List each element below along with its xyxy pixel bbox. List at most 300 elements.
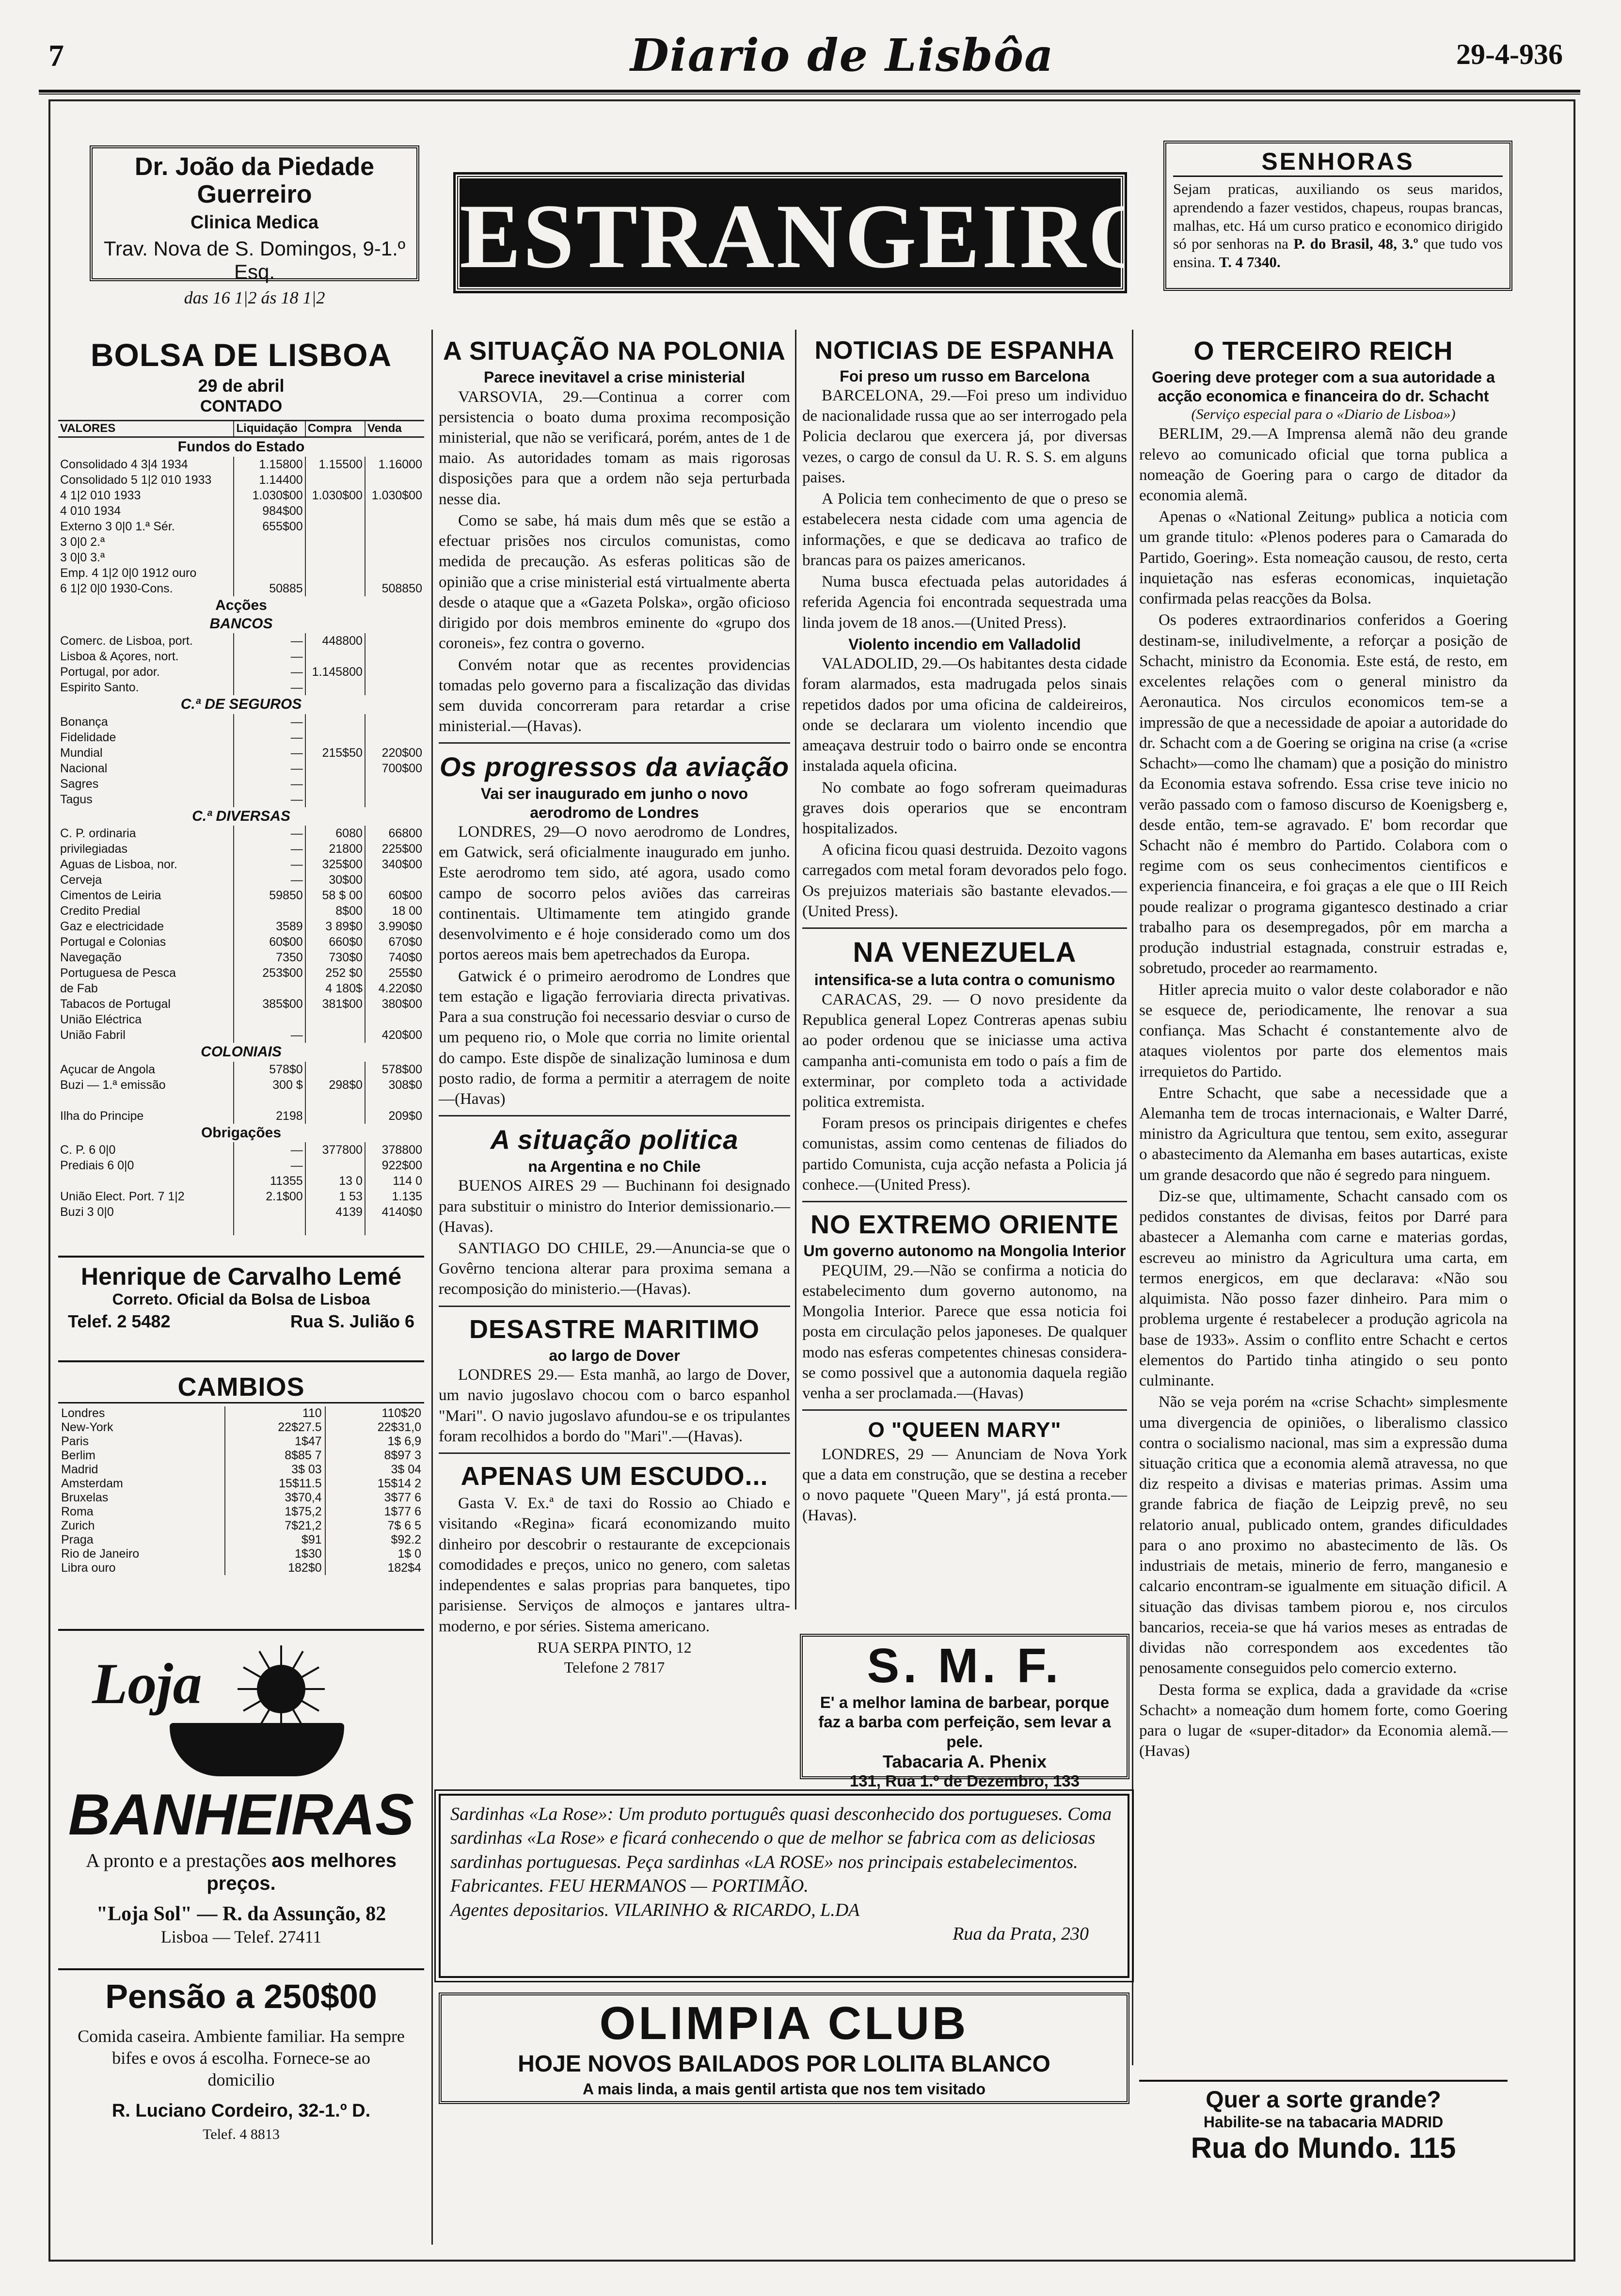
bolsa-cell: 3589 <box>234 919 305 934</box>
article-paragraph: PEQUIM, 29.—Não se confirma a noticia do estabelecimento dum governo autonomo, na Mongolia Interior. Parece que essa noticia foi posta em circulação pelos japoneses. De qualquer modo nas esferas competentes chinesas considera-se como possivel que a autonomia daquela região venha a ser proclamada.—(Havas) <box>802 1261 1127 1403</box>
bolsa-cell: 380$00 <box>365 996 424 1012</box>
bolsa-cell: 225$00 <box>365 841 424 857</box>
bolsa-cell: 209$0 <box>365 1108 424 1124</box>
cambios-cell: 3$77 6 <box>325 1491 424 1505</box>
bolsa-section-title: C.ª DE SEGUROS <box>180 696 302 713</box>
bolsa-cell: 114 0 <box>365 1173 424 1189</box>
bathtub-icon <box>170 1723 344 1776</box>
bolsa-row <box>58 472 424 488</box>
ad-loja-line1: A pronto e a prestações <box>85 1850 267 1871</box>
escudo-address: RUA SERPA PINTO, 12 <box>537 1638 692 1656</box>
cambios-cell: 1$77 6 <box>325 1505 424 1519</box>
bolsa-cell: 578$0 <box>234 1062 305 1077</box>
bolsa-cell: 1.030$00 <box>305 488 365 503</box>
article-paragraph: Apenas o «National Zeitung» publica a noticia com um grande titulo: «Plenos poderes para o Camarada do Partido, Goering». Esta nomeação causou, de resto, certa inquietação nas esferas economicas, inquietação confirmada pelas reacções da Bolsa. <box>1139 508 1508 608</box>
bolsa-cell: — <box>234 776 305 792</box>
queen-body <box>802 1444 1127 1526</box>
bolsa-cell <box>305 1158 365 1173</box>
bolsa-cell <box>305 503 365 519</box>
bolsa-cell: Prediais 6 0|0 <box>60 1158 134 1172</box>
bolsa-row <box>58 934 424 950</box>
cambios-row <box>58 1420 424 1435</box>
bolsa-row <box>58 1062 424 1077</box>
bolsa-row <box>58 1189 424 1204</box>
cambios-cell: 1$30 <box>225 1547 325 1561</box>
bolsa-cell: 1.145800 <box>305 664 365 680</box>
bolsa-cell <box>58 1093 234 1108</box>
ad-olimpia-line1: HOJE NOVOS BAILADOS POR LOLITA BLANCO <box>518 2051 1050 2077</box>
bolsa-header-valores: VALORES <box>58 421 234 437</box>
bolsa-row <box>58 841 424 857</box>
bolsa-cell: 1.14400 <box>234 472 305 488</box>
bolsa-cell: 11355 <box>234 1173 305 1189</box>
bolsa-section-title: C.ª DIVERSAS <box>192 808 290 824</box>
bolsa-row <box>58 776 424 792</box>
cambios-cell: 1$ 6,9 <box>325 1435 424 1449</box>
article-paragraph: LONDRES 29.— Esta manhã, ao largo de Dover, um navio jugoslavo chocou com o barco espanhol "Mari". O navio jugoslavo afundou-se e os tripulantes foram recolhidos a bordo do "Mari".—(Havas). <box>439 1366 790 1445</box>
bolsa-row <box>58 581 424 596</box>
cambios-cell: Libra ouro <box>61 1561 116 1575</box>
bolsa-cell: Açucar de Angola <box>60 1062 155 1076</box>
bolsa-cell <box>365 730 424 745</box>
bolsa-cell: 4 1|2 010 1933 <box>60 488 141 502</box>
reich-sub: Goering deve proteger com a sua autoridade a acção economica e financeira do dr. Schacht <box>1152 368 1495 405</box>
bolsa-body <box>58 437 424 1235</box>
ad-smf <box>800 1634 1129 1790</box>
reich-title: O TERCEIRO REICH <box>1193 336 1453 366</box>
bolsa-cell <box>305 1012 365 1027</box>
ad-senhoras-phone: T. 4 7340. <box>1219 254 1281 271</box>
bolsa-cell: 66800 <box>365 826 424 841</box>
bolsa-cell: Tabacos de Portugal <box>60 997 171 1011</box>
bolsa-cell: Comerc. de Lisboa, port. <box>60 634 193 648</box>
bolsa-cell <box>305 680 365 695</box>
bolsa-cell: Ilha do Principe <box>60 1109 144 1123</box>
ad-smf-shop: Tabacaria A. Phenix <box>882 1751 1047 1771</box>
ad-larose-fab: Fabricantes. FEU HERMANOS — PORTIMÃO. <box>450 1876 809 1897</box>
ad-sorte-line1: Quer a sorte grande? <box>1206 2087 1441 2113</box>
bolsa-cell: 381$00 <box>305 996 365 1012</box>
cambios-row <box>58 1491 424 1505</box>
ad-doctor-name: Dr. João da Piedade Guerreiro <box>134 153 375 209</box>
cambios-title: CAMBIOS <box>58 1372 424 1403</box>
cambios-cell: Roma <box>61 1505 94 1518</box>
bolsa-cell: Gaz e electricidade <box>60 920 164 934</box>
bolsa-cell: 60$00 <box>365 888 424 903</box>
bolsa-row <box>58 826 424 841</box>
bolsa-cell: 3.990$0 <box>365 919 424 934</box>
ad-sorte-line2: Habilite-se na tabacaria MADRID <box>1203 2113 1444 2131</box>
ad-henrique-desc: Correto. Oficial da Bolsa de Lisboa <box>112 1291 370 1308</box>
bolsa-row <box>58 503 424 519</box>
article-paragraph: BUENOS AIRES 29 — Buchinann foi designado para substituir o ministro do Interior demissionario.—(Havas). <box>439 1177 790 1236</box>
bolsa-cell: 2.1$00 <box>234 1189 305 1204</box>
bolsa-row <box>58 950 424 965</box>
bolsa-cell: 252 $0 <box>305 965 365 981</box>
bolsa-row <box>58 680 424 695</box>
situacao-sub: na Argentina e no Chile <box>528 1157 701 1175</box>
article-paragraph: Foram presos os principais dirigentes e chefes comunistas, assim como centenas de filiados do partido Comunista, cuja acção nefasta a Policia já conhece.—(United Press). <box>802 1115 1127 1194</box>
article-paragraph: LONDRES, 29—O novo aerodromo de Londres, em Gatwick, será oficialmente inaugurado em junho. Este aerodromo tem sido, até agora, usado como campo de socorro pelos aviões das carreiras continentais. Ultimamente tem atingido grande desenvolvimento e é hoje considerado como um dos portos aereos mais bem apetrechados da Europa. <box>439 823 790 964</box>
bolsa-cell <box>234 1220 305 1235</box>
cambios-cell: 7$21,2 <box>225 1519 325 1533</box>
cambios-row <box>58 1561 424 1575</box>
bolsa-cell <box>365 565 424 581</box>
bolsa-cell: 59850 <box>234 888 305 903</box>
bolsa-cell: 6080 <box>305 826 365 841</box>
cambios-cell: $92.2 <box>325 1533 424 1547</box>
issue-date: 29-4-936 <box>1456 38 1563 70</box>
escudo-body <box>439 1493 790 1637</box>
bolsa-cell: 325$00 <box>305 857 365 872</box>
bolsa-cell <box>58 1173 234 1189</box>
bolsa-row <box>58 1077 424 1093</box>
oriente-sub: Um governo autonomo na Mongolia Interior <box>803 1242 1126 1260</box>
bolsa-cell: Consolidado 4 3|4 1934 <box>60 457 188 471</box>
bolsa-cell <box>305 550 365 565</box>
bolsa-cell: 308$0 <box>365 1077 424 1093</box>
ad-larose-address: Rua da Prata, 230 <box>953 1923 1089 1944</box>
bolsa-row <box>58 872 424 888</box>
cambios-cell: 1$47 <box>225 1435 325 1449</box>
bolsa-cell <box>305 472 365 488</box>
bolsa-cell: — <box>234 872 305 888</box>
bolsa-cell <box>305 649 365 664</box>
bolsa-cell: — <box>234 745 305 761</box>
bolsa-row <box>58 888 424 903</box>
bolsa-row <box>58 1027 424 1043</box>
queen-title: O "QUEEN MARY" <box>868 1418 1062 1442</box>
espanha-body-2 <box>802 654 1127 922</box>
bolsa-cell: Mundial <box>60 746 103 760</box>
ad-loja-brand: BANHEIRAS <box>68 1782 414 1847</box>
bolsa-cell: Credito Predial <box>60 904 141 918</box>
bolsa-header-compra: Compra <box>305 421 365 437</box>
bolsa-cell <box>234 981 305 996</box>
bolsa-cell: 2198 <box>234 1108 305 1124</box>
venezuela-title: NA VENEZUELA <box>853 937 1077 969</box>
bolsa-cell: 58 $ 00 <box>305 888 365 903</box>
escudo-phone: Telefone 2 7817 <box>564 1658 665 1676</box>
bolsa-cell: 220$00 <box>365 745 424 761</box>
bolsa-cell: 300 $ <box>234 1077 305 1093</box>
article-paragraph: BERLIM, 29.—A Imprensa alemã não deu grande relevo ao comunicado oficial que torna publica a nomeação de Goering para o cargo de ditador da economia alemã. <box>1139 425 1508 504</box>
polonia-title: A SITUAÇÃO NA POLONIA <box>443 336 786 366</box>
bolsa-cell <box>305 776 365 792</box>
bolsa-cell <box>305 730 365 745</box>
bolsa-cell: — <box>234 826 305 841</box>
page-number: 7 <box>48 38 64 73</box>
ad-larose-text: Sardinhas «La Rose»: Um produto português quasi desconhecido dos portugueses. Coma sardinhas «La Rose» e ficará conhecendo o que de melhor se fabrica com as deliciosas sardinhas portuguesas. Peça sardinhas «LA ROSE» nos principais estabelecimentos. <box>450 1804 1112 1872</box>
bolsa-row <box>58 1093 424 1108</box>
escudo-title: APENAS UM ESCUDO... <box>461 1462 768 1491</box>
section-banner: ESTRANGEIRO <box>456 175 1125 291</box>
article-paragraph: BARCELONA, 29.—Foi preso um individuo de nacionalidade russa que ao ser interrogado pela Policia declarou que exercera já, por diversas vezes, o cargo de consul da U. R. S. S. em alguns paises. <box>802 386 1127 486</box>
cambios-cell: 182$4 <box>325 1561 424 1575</box>
bolsa-row <box>58 745 424 761</box>
espanha-body-1 <box>802 385 1127 633</box>
bolsa-cell: 1.135 <box>365 1189 424 1204</box>
bolsa-row <box>58 965 424 981</box>
cambios-row <box>58 1547 424 1561</box>
desastre-body <box>439 1365 790 1447</box>
bolsa-cell: 740$0 <box>365 950 424 965</box>
bolsa-section-title: Fundos do Estado <box>177 439 305 455</box>
bolsa-cell <box>305 714 365 730</box>
cambios-cell: 1$75,2 <box>225 1505 325 1519</box>
article-paragraph: Como se sabe, há mais dum mês que se estão a efectuar prisões nos circulos comunistas, como medida de precaução. As esferas politicas são de opinião que a crise ministerial está virtualmente aberta desde o ataque que a «Gazeta Polska», orgão oficioso dirigido por dois membros eminente do «grupo dos coroneis», fez contra o governo. <box>439 511 790 653</box>
cambios-row <box>58 1449 424 1463</box>
bolsa-cell <box>234 1012 305 1027</box>
article-paragraph: Numa busca efectuada pelas autoridades á referida Agencia foi encontrada sequestrada uma linda jovem de 18 anos.—(United Press). <box>802 573 1127 632</box>
bolsa-cell <box>365 649 424 664</box>
bolsa-cell: 1.15800 <box>234 457 305 472</box>
ad-loja-shop: "Loja Sol" — R. da Assunção, 82 <box>96 1903 386 1925</box>
cambios-row <box>58 1435 424 1449</box>
aviacao-title: Os progressos da aviação <box>439 751 790 782</box>
bolsa-row <box>58 1220 424 1235</box>
bolsa-cell: 21800 <box>305 841 365 857</box>
bolsa-cell <box>365 519 424 534</box>
bolsa-row <box>58 792 424 807</box>
column-reich <box>1139 335 1508 2056</box>
cambios-cell: 3$ 03 <box>225 1463 325 1477</box>
bolsa-cell <box>365 792 424 807</box>
bolsa-cell: Buzi 3 0|0 <box>60 1205 114 1219</box>
cambios-row <box>58 1533 424 1547</box>
bolsa-cell: 660$0 <box>305 934 365 950</box>
bolsa-cell: — <box>234 1142 305 1158</box>
column-3 <box>802 335 1127 1619</box>
article-paragraph: CARACAS, 29. — O novo presidente da Republica general Lopez Contreras apenas subiu ao poder ordenou que se iniciasse uma activa campanha anti-comunista em todo o país a fim de exterminar, por completo toda a actividade politica extremista. <box>802 990 1127 1111</box>
ad-henrique-name: Henrique de Carvalho Lemé <box>80 1263 402 1290</box>
bolsa-row <box>58 649 424 664</box>
bolsa-cell: 50885 <box>234 581 305 596</box>
ad-smf-line1: E' a melhor lamina de barbear, porque faz a barba com perfeição, sem levar a pele. <box>818 1693 1111 1751</box>
cambios-cell: 110$20 <box>325 1406 424 1420</box>
bolsa-cell: — <box>234 857 305 872</box>
bolsa-row <box>58 996 424 1012</box>
bolsa-cell: 1.15500 <box>305 457 365 472</box>
bolsa-cell <box>365 1093 424 1108</box>
bolsa-cell: 4139 <box>305 1204 365 1220</box>
bolsa-cell: Aguas de Lisboa, nor. <box>60 858 177 872</box>
bolsa-row <box>58 550 424 565</box>
bolsa-cell <box>365 776 424 792</box>
espanha-sub2: Violento incendio em Valladolid <box>848 635 1081 653</box>
bolsa-cell <box>305 519 365 534</box>
ad-doctor <box>90 145 419 308</box>
bolsa-cell: Cimentos de Leiria <box>60 889 161 903</box>
bolsa-cell: 377800 <box>305 1142 365 1158</box>
bolsa-header-liquidacao: Liquidação <box>234 421 305 437</box>
bolsa-cell <box>365 550 424 565</box>
bolsa-row <box>58 903 424 919</box>
bolsa-cell: Fidelidade <box>60 730 116 744</box>
bolsa-cell <box>305 1093 365 1108</box>
sun-icon <box>218 1636 344 1738</box>
bolsa-cell: Navegação <box>60 951 122 965</box>
bolsa-cell: — <box>234 649 305 664</box>
ad-senhoras-text: Sejam praticas, auxiliando os seus maridos, aprendendo a fazer vestidos, chapeus, roupas brancas, malhas, etc. Há um curso pratico e economico dirigido só por senhoras na <box>1173 180 1503 253</box>
cambios-cell: 3$ 04 <box>325 1463 424 1477</box>
cambios-cell: 15$11.5 <box>225 1477 325 1491</box>
bolsa-cell: Espirito Santo. <box>60 681 139 695</box>
ad-doctor-hours: das 16 1|2 ás 18 1|2 <box>184 288 325 308</box>
bolsa-cell: 255$0 <box>365 965 424 981</box>
bolsa-cell <box>305 1108 365 1124</box>
cambios-row <box>58 1463 424 1477</box>
ad-olimpia-line2: A mais linda, a mais gentil artista que nos tem visitado <box>582 2080 986 2098</box>
article-paragraph: VARSOVIA, 29.—Continua a correr com persistencia o boato duma proxima recomposição ministerial, que não se verificará, porém, antes de 1 de maio. As autoridades tomam as mais rigorosas disposições para que a ordem não seja perturbada nesse dia. <box>439 388 790 508</box>
article-paragraph: SANTIAGO DO CHILE, 29.—Anuncia-se que o Govêrno tenciona alterar para proxima semana a recomposição do ministerio.—(Havas). <box>439 1239 790 1298</box>
cambios-block <box>58 1372 424 1614</box>
article-paragraph: Gatwick é o primeiro aerodromo de Londres que tem estação e ligação ferroviaria directa privativas. Para a sua construção foi necessario desviar o curso de um pequeno rio, o Mole que corria no limite oriental do campo. Este dispõe de sinalização luminosa e dum posto radio, de forma a permitir a aterragem de noite—(Havas) <box>439 967 790 1108</box>
bolsa-cell: Tagus <box>60 792 93 806</box>
situacao-title: A situação politica <box>490 1124 739 1155</box>
bolsa-row <box>58 519 424 534</box>
column-rule-2 <box>795 330 796 1610</box>
bolsa-cell: — <box>234 792 305 807</box>
ad-pensao-text: Comida caseira. Ambiente familiar. Ha sempre bifes e ovos á escolha. Fornece-se ao domicilio <box>78 2026 405 2089</box>
ad-pensao-phone: Telef. 4 8813 <box>203 2126 280 2142</box>
cambios-cell: Madrid <box>61 1463 98 1476</box>
bolsa-cell <box>365 714 424 730</box>
bolsa-cell <box>234 565 305 581</box>
bolsa-cell <box>305 1027 365 1043</box>
bolsa-cell <box>365 1220 424 1235</box>
ad-loja <box>58 1629 424 1944</box>
bolsa-cell <box>365 680 424 695</box>
aviacao-body <box>439 822 790 1109</box>
ad-henrique-address: Rua S. Julião 6 <box>290 1311 414 1331</box>
ad-senhoras <box>1163 141 1512 291</box>
bolsa-cell: de Fab <box>60 982 98 996</box>
ad-henrique-phone: Telef. 2 5482 <box>68 1311 171 1331</box>
bolsa-cell: C. P. 6 0|0 <box>60 1143 116 1157</box>
bolsa-row <box>58 488 424 503</box>
bolsa-cell: 4140$0 <box>365 1204 424 1220</box>
cambios-cell: New-York <box>61 1420 113 1434</box>
cambios-cell: 8$97 3 <box>325 1449 424 1463</box>
bolsa-row <box>58 761 424 776</box>
ad-larose <box>439 1794 1129 1978</box>
bolsa-cell: Emp. 4 1|2 0|0 1912 ouro <box>60 566 197 580</box>
bolsa-cell: — <box>234 664 305 680</box>
bolsa-row <box>58 714 424 730</box>
bolsa-cell <box>365 534 424 550</box>
cambios-row <box>58 1519 424 1533</box>
bolsa-cell: Nacional <box>60 761 108 775</box>
masthead-rule <box>39 90 1580 95</box>
bolsa-date: 29 de abril <box>198 376 285 396</box>
bolsa-row <box>58 1173 424 1189</box>
bolsa-cell: 448800 <box>305 633 365 649</box>
bolsa-cell: 3 0|0 3.ª <box>60 550 105 564</box>
bolsa-cell: 7350 <box>234 950 305 965</box>
cambios-cell: 182$0 <box>225 1561 325 1575</box>
bolsa-cell <box>365 503 424 519</box>
venezuela-sub: intensifica-se a luta contra o comunismo <box>814 971 1115 989</box>
bolsa-row <box>58 1012 424 1027</box>
bolsa-cell: 4.220$0 <box>365 981 424 996</box>
bolsa-row <box>58 1204 424 1220</box>
bolsa-cell <box>305 1062 365 1077</box>
bolsa-cell: 298$0 <box>305 1077 365 1093</box>
bolsa-cell <box>365 872 424 888</box>
article-paragraph: Gasta V. Ex.ª de taxi do Rossio ao Chiado e visitando «Regina» ficará economizando muito dinheiro por descobrir o restaurante de excepcionais comodidades e preços, unico no genero, com saletas independentes e salas proprias para banquetes, tipo parisiense. Serviços de almoços e jantares ultra-moderno, e por séries. Sistema americano. <box>439 1495 790 1635</box>
bolsa-cell: Bonança <box>60 715 108 729</box>
bolsa-cell: 3 89$0 <box>305 919 365 934</box>
cambios-cell: Berlim <box>61 1449 95 1462</box>
article-paragraph: Desta forma se explica, dada a gravidade da «crise Schacht» a nomeação dum homem forte, como Goering para o lugar de «super-ditador» da Economia alemã.—(Havas) <box>1139 1681 1508 1760</box>
cambios-cell: Bruxelas <box>61 1491 109 1504</box>
bolsa-cell <box>365 633 424 649</box>
bolsa-cell <box>58 1220 234 1235</box>
bolsa-cell: 1 53 <box>305 1189 365 1204</box>
bolsa-cell: 508850 <box>365 581 424 596</box>
bolsa-row <box>58 919 424 934</box>
bolsa-row <box>58 1108 424 1124</box>
bolsa-row <box>58 664 424 680</box>
bolsa-cell: — <box>234 761 305 776</box>
ad-larose-agents: Agentes depositarios. VILARINHO & RICARDO, L.DA <box>450 1899 860 1920</box>
bolsa-cell <box>234 534 305 550</box>
bolsa-cell: 730$0 <box>305 950 365 965</box>
cambios-cell: 110 <box>225 1406 325 1420</box>
bolsa-cell: União Eléctrica <box>60 1013 142 1027</box>
ad-doctor-address: Trav. Nova de S. Domingos, 9-1.º Esq. <box>103 237 406 284</box>
bolsa-cell: União Fabril <box>60 1028 126 1042</box>
bolsa-cell <box>305 761 365 776</box>
cambios-cell: Londres <box>61 1406 105 1420</box>
bolsa-cell: Externo 3 0|0 1.ª Sér. <box>60 519 175 533</box>
bolsa-cell: União Elect. Port. 7 1|2 <box>60 1189 185 1203</box>
cambios-cell: 22$27.5 <box>225 1420 325 1435</box>
bolsa-cell: 4 180$ <box>305 981 365 996</box>
bolsa-cell: — <box>234 680 305 695</box>
bolsa-cell: 1.16000 <box>365 457 424 472</box>
bolsa-cell: 420$00 <box>365 1027 424 1043</box>
column-rule-1 <box>431 330 433 2245</box>
bolsa-cell <box>234 550 305 565</box>
bolsa-cell: Portugal e Colonias <box>60 935 166 949</box>
bolsa-cell: 253$00 <box>234 965 305 981</box>
bolsa-cell: 378800 <box>365 1142 424 1158</box>
bolsa-cell: 578$00 <box>365 1062 424 1077</box>
bolsa-cell <box>234 1204 305 1220</box>
polonia-body <box>439 387 790 737</box>
ad-pensao-address: R. Luciano Cordeiro, 32-1.º D. <box>111 2101 371 2121</box>
bolsa-cell: 215$50 <box>305 745 365 761</box>
bolsa-cell: 385$00 <box>234 996 305 1012</box>
bolsa-section-title: Acções <box>215 597 267 613</box>
bolsa-cell: 655$00 <box>234 519 305 534</box>
bolsa-cell: 1.030$00 <box>234 488 305 503</box>
situacao-body <box>439 1176 790 1299</box>
oriente-title: NO EXTREMO ORIENTE <box>810 1210 1119 1240</box>
ad-loja-top: Loja <box>92 1651 202 1716</box>
article-paragraph: A oficina ficou quasi destruida. Dezoito vagons carregados com metal foram devorados pelo fogo. Os prejuizos materiais são bastante elevados.—(United Press). <box>802 841 1127 920</box>
bolsa-cell: 670$0 <box>365 934 424 950</box>
cambios-cell: 1$ 0 <box>325 1547 424 1561</box>
cambios-cell: 15$14 2 <box>325 1477 424 1491</box>
bolsa-row <box>58 457 424 472</box>
bolsa-cell: privilegiadas <box>60 842 127 856</box>
ad-henrique <box>58 1256 424 1362</box>
bolsa-cell: Cerveja <box>60 873 102 887</box>
cambios-cell: 8$85 7 <box>225 1449 325 1463</box>
